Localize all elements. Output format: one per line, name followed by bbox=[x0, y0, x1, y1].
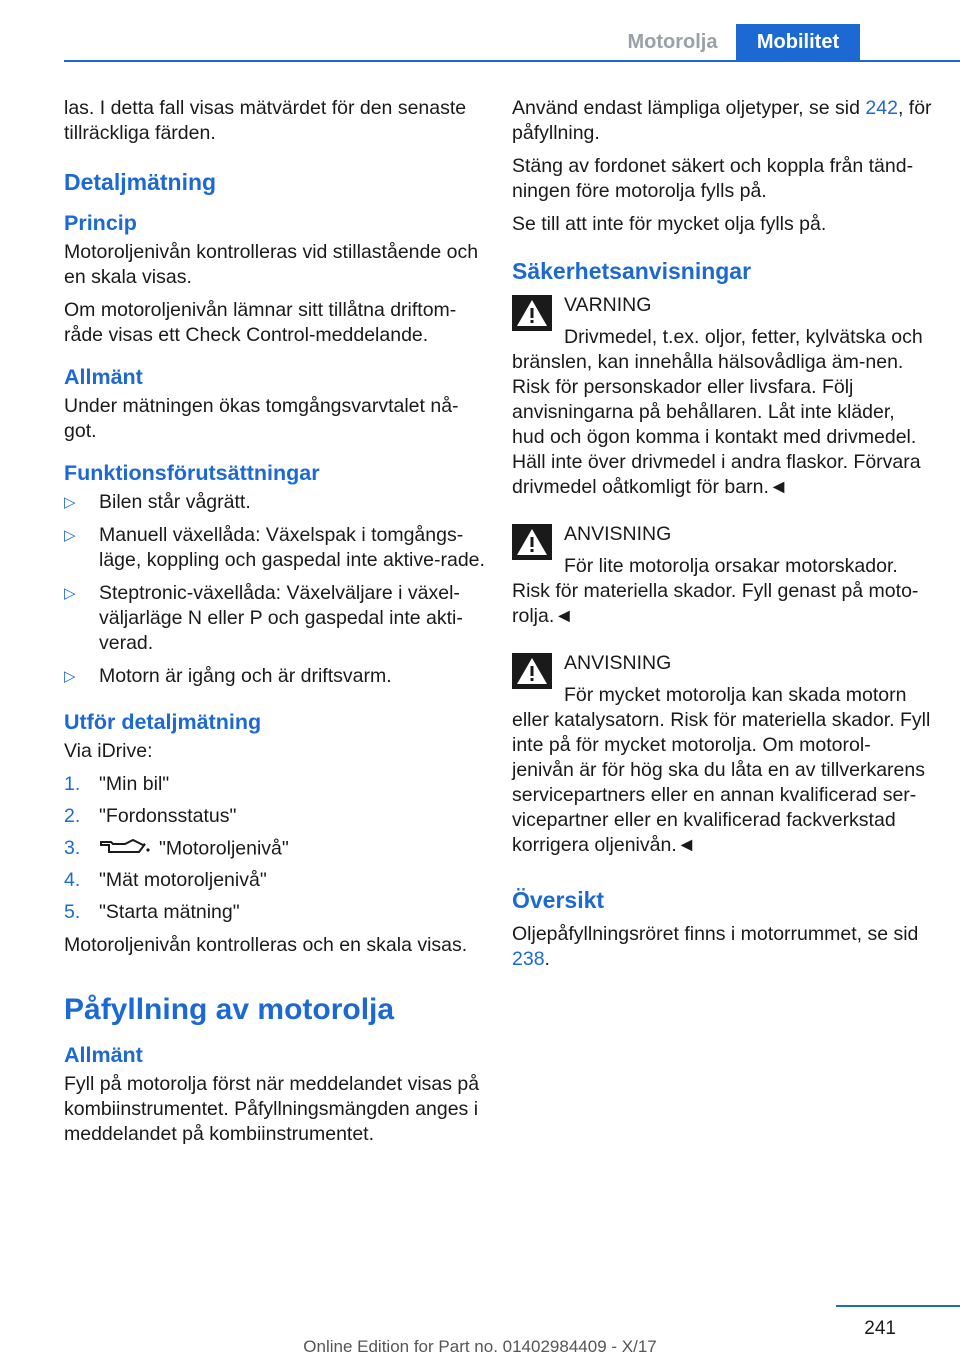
step-text: "Motoroljenivå" bbox=[159, 837, 289, 860]
step-number: 4. bbox=[64, 869, 81, 891]
warning-triangle-icon bbox=[512, 653, 552, 689]
list-item bbox=[64, 523, 486, 573]
refill-paragraph: Fyll på motorolja först när meddelandet visas på kombiinstrumentet. Påfyllningsmängden anges i meddelandet på kombiinstrumentet. bbox=[64, 1073, 480, 1145]
oil-can-icon bbox=[99, 836, 151, 863]
principle-paragraph-1: Motoroljenivån kontrolleras vid stillastående och en skala visas. bbox=[64, 241, 479, 288]
right-column bbox=[512, 96, 932, 980]
section-tab[interactable]: Motorolja bbox=[627, 31, 718, 53]
notice-title: ANVISNING bbox=[564, 523, 672, 545]
oil-type-paragraph bbox=[512, 96, 932, 146]
general-heading: Allmänt bbox=[64, 365, 143, 389]
overview-text: Oljepåfyllningsröret finns i motorrummet, se sid bbox=[512, 923, 919, 945]
refill-heading: Påfyllning av motorolja bbox=[64, 993, 395, 1026]
steps-list bbox=[64, 772, 486, 925]
ignition-paragraph: Stäng av fordonet säkert och koppla från tänd-ningen före motorolja fylls på. bbox=[512, 155, 914, 202]
notice-box bbox=[512, 522, 932, 629]
refill-general-heading: Allmänt bbox=[64, 1043, 143, 1067]
warning-box bbox=[512, 293, 932, 500]
step-item bbox=[64, 868, 486, 893]
safety-heading: Säkerhetsanvisningar bbox=[512, 258, 752, 284]
perform-intro: Via iDrive: bbox=[64, 740, 153, 762]
notice-body: För mycket motorolja kan skada motorn eller katalysatorn. Risk för materiella skador. Fyll inte på för mycket motorolja. Om motorol-jenivån är för hög ska du låta en av tillverkarens servicepartners eller en annan kvalificerad ser-vicepartner eller en kvalificerad fackverkstad korrigera oljenivån.◄ bbox=[512, 684, 931, 856]
list-item bbox=[64, 664, 486, 689]
notice-title: ANVISNING bbox=[564, 652, 672, 674]
principle-paragraph-2: Om motoroljenivån lämnar sitt tillåtna driftom-råde visas ett Check Control-meddelande. bbox=[64, 299, 457, 346]
detail-heading: Detaljmätning bbox=[64, 169, 217, 195]
list-item-text: Manuell växellåda: Växelspak i tomgångs-läge, koppling och gaspedal inte aktive-rade. bbox=[99, 524, 485, 571]
step-item bbox=[64, 836, 486, 861]
step-text: "Starta mätning" bbox=[99, 901, 240, 923]
triangle-bullet-icon: ▷ bbox=[64, 668, 76, 685]
triangle-bullet-icon: ▷ bbox=[64, 494, 76, 511]
list-item-text: Motorn är igång och är driftsvarm. bbox=[99, 665, 392, 687]
footer-rule bbox=[836, 1305, 960, 1307]
step-number: 3. bbox=[64, 837, 81, 859]
step-text: "Fordonsstatus" bbox=[99, 805, 237, 827]
prerequisites-heading: Funktionsförutsättningar bbox=[64, 461, 320, 485]
overview-text-end: . bbox=[544, 948, 550, 970]
step-item bbox=[64, 772, 486, 797]
triangle-bullet-icon: ▷ bbox=[64, 585, 76, 602]
prerequisites-list bbox=[64, 490, 486, 689]
step-item bbox=[64, 804, 486, 829]
header-rule bbox=[64, 60, 960, 62]
notice-body: För lite motorolja orsakar motorskador. Risk för materiella skador. Fyll genast på moto-rolja.◄ bbox=[512, 555, 919, 627]
step-item bbox=[64, 900, 486, 925]
warning-triangle-icon bbox=[512, 524, 552, 560]
chapter-tab[interactable]: Mobilitet bbox=[736, 24, 860, 62]
notice-box bbox=[512, 651, 932, 858]
overview-heading: Översikt bbox=[512, 887, 605, 913]
list-item-text: Bilen står vågrätt. bbox=[99, 491, 251, 513]
step-text: "Min bil" bbox=[99, 773, 170, 795]
overfill-paragraph: Se till att inte för mycket olja fylls på. bbox=[512, 213, 827, 235]
page-link-242[interactable]: 242 bbox=[865, 97, 898, 119]
triangle-bullet-icon: ▷ bbox=[64, 527, 76, 544]
edition-text: Online Edition for Part no. 01402984409 - X/17 bbox=[303, 1337, 657, 1356]
perform-result: Motoroljenivån kontrolleras och en skala visas. bbox=[64, 934, 468, 956]
oil-type-text: Använd endast lämpliga oljetyper, se sid bbox=[512, 97, 866, 119]
page-link-238[interactable]: 238 bbox=[512, 948, 545, 970]
step-number: 2. bbox=[64, 805, 81, 827]
warning-body: Drivmedel, t.ex. oljor, fetter, kylvätska och bränslen, kan innehålla hälsovådliga äm-nen. Risk för personskador eller livsfara. Följ anvisningarna på behållaren. Låt inte kläder, hud och ögon komma i kontakt med drivmedel. Häll inte över drivmedel i andra flaskor. Förvara drivmedel oåtkomligt för barn.◄ bbox=[512, 326, 923, 498]
step-number: 5. bbox=[64, 901, 81, 923]
overview-paragraph bbox=[512, 922, 932, 972]
oil-type-text-end: , för påfyllning. bbox=[512, 97, 932, 144]
step-number: 1. bbox=[64, 773, 81, 795]
page-number: 241 bbox=[864, 1318, 896, 1339]
warning-triangle-icon bbox=[512, 295, 552, 331]
step-text: "Mät motoroljenivå" bbox=[99, 869, 267, 891]
left-column bbox=[64, 96, 486, 1155]
warning-title: VARNING bbox=[564, 294, 652, 316]
list-item-text: Steptronic-växellåda: Växelväljare i växel-väljarläge N eller P och gaspedal inte akti-verad. bbox=[99, 582, 463, 654]
principle-heading: Princip bbox=[64, 211, 137, 235]
general-paragraph: Under mätningen ökas tomgångsvarvtalet nå-got. bbox=[64, 395, 459, 442]
perform-heading: Utför detaljmätning bbox=[64, 710, 262, 734]
page-header bbox=[0, 0, 960, 62]
intro-paragraph: las. I detta fall visas mätvärdet för den senaste tillräckliga färden. bbox=[64, 97, 467, 144]
list-item bbox=[64, 581, 486, 656]
list-item bbox=[64, 490, 486, 515]
